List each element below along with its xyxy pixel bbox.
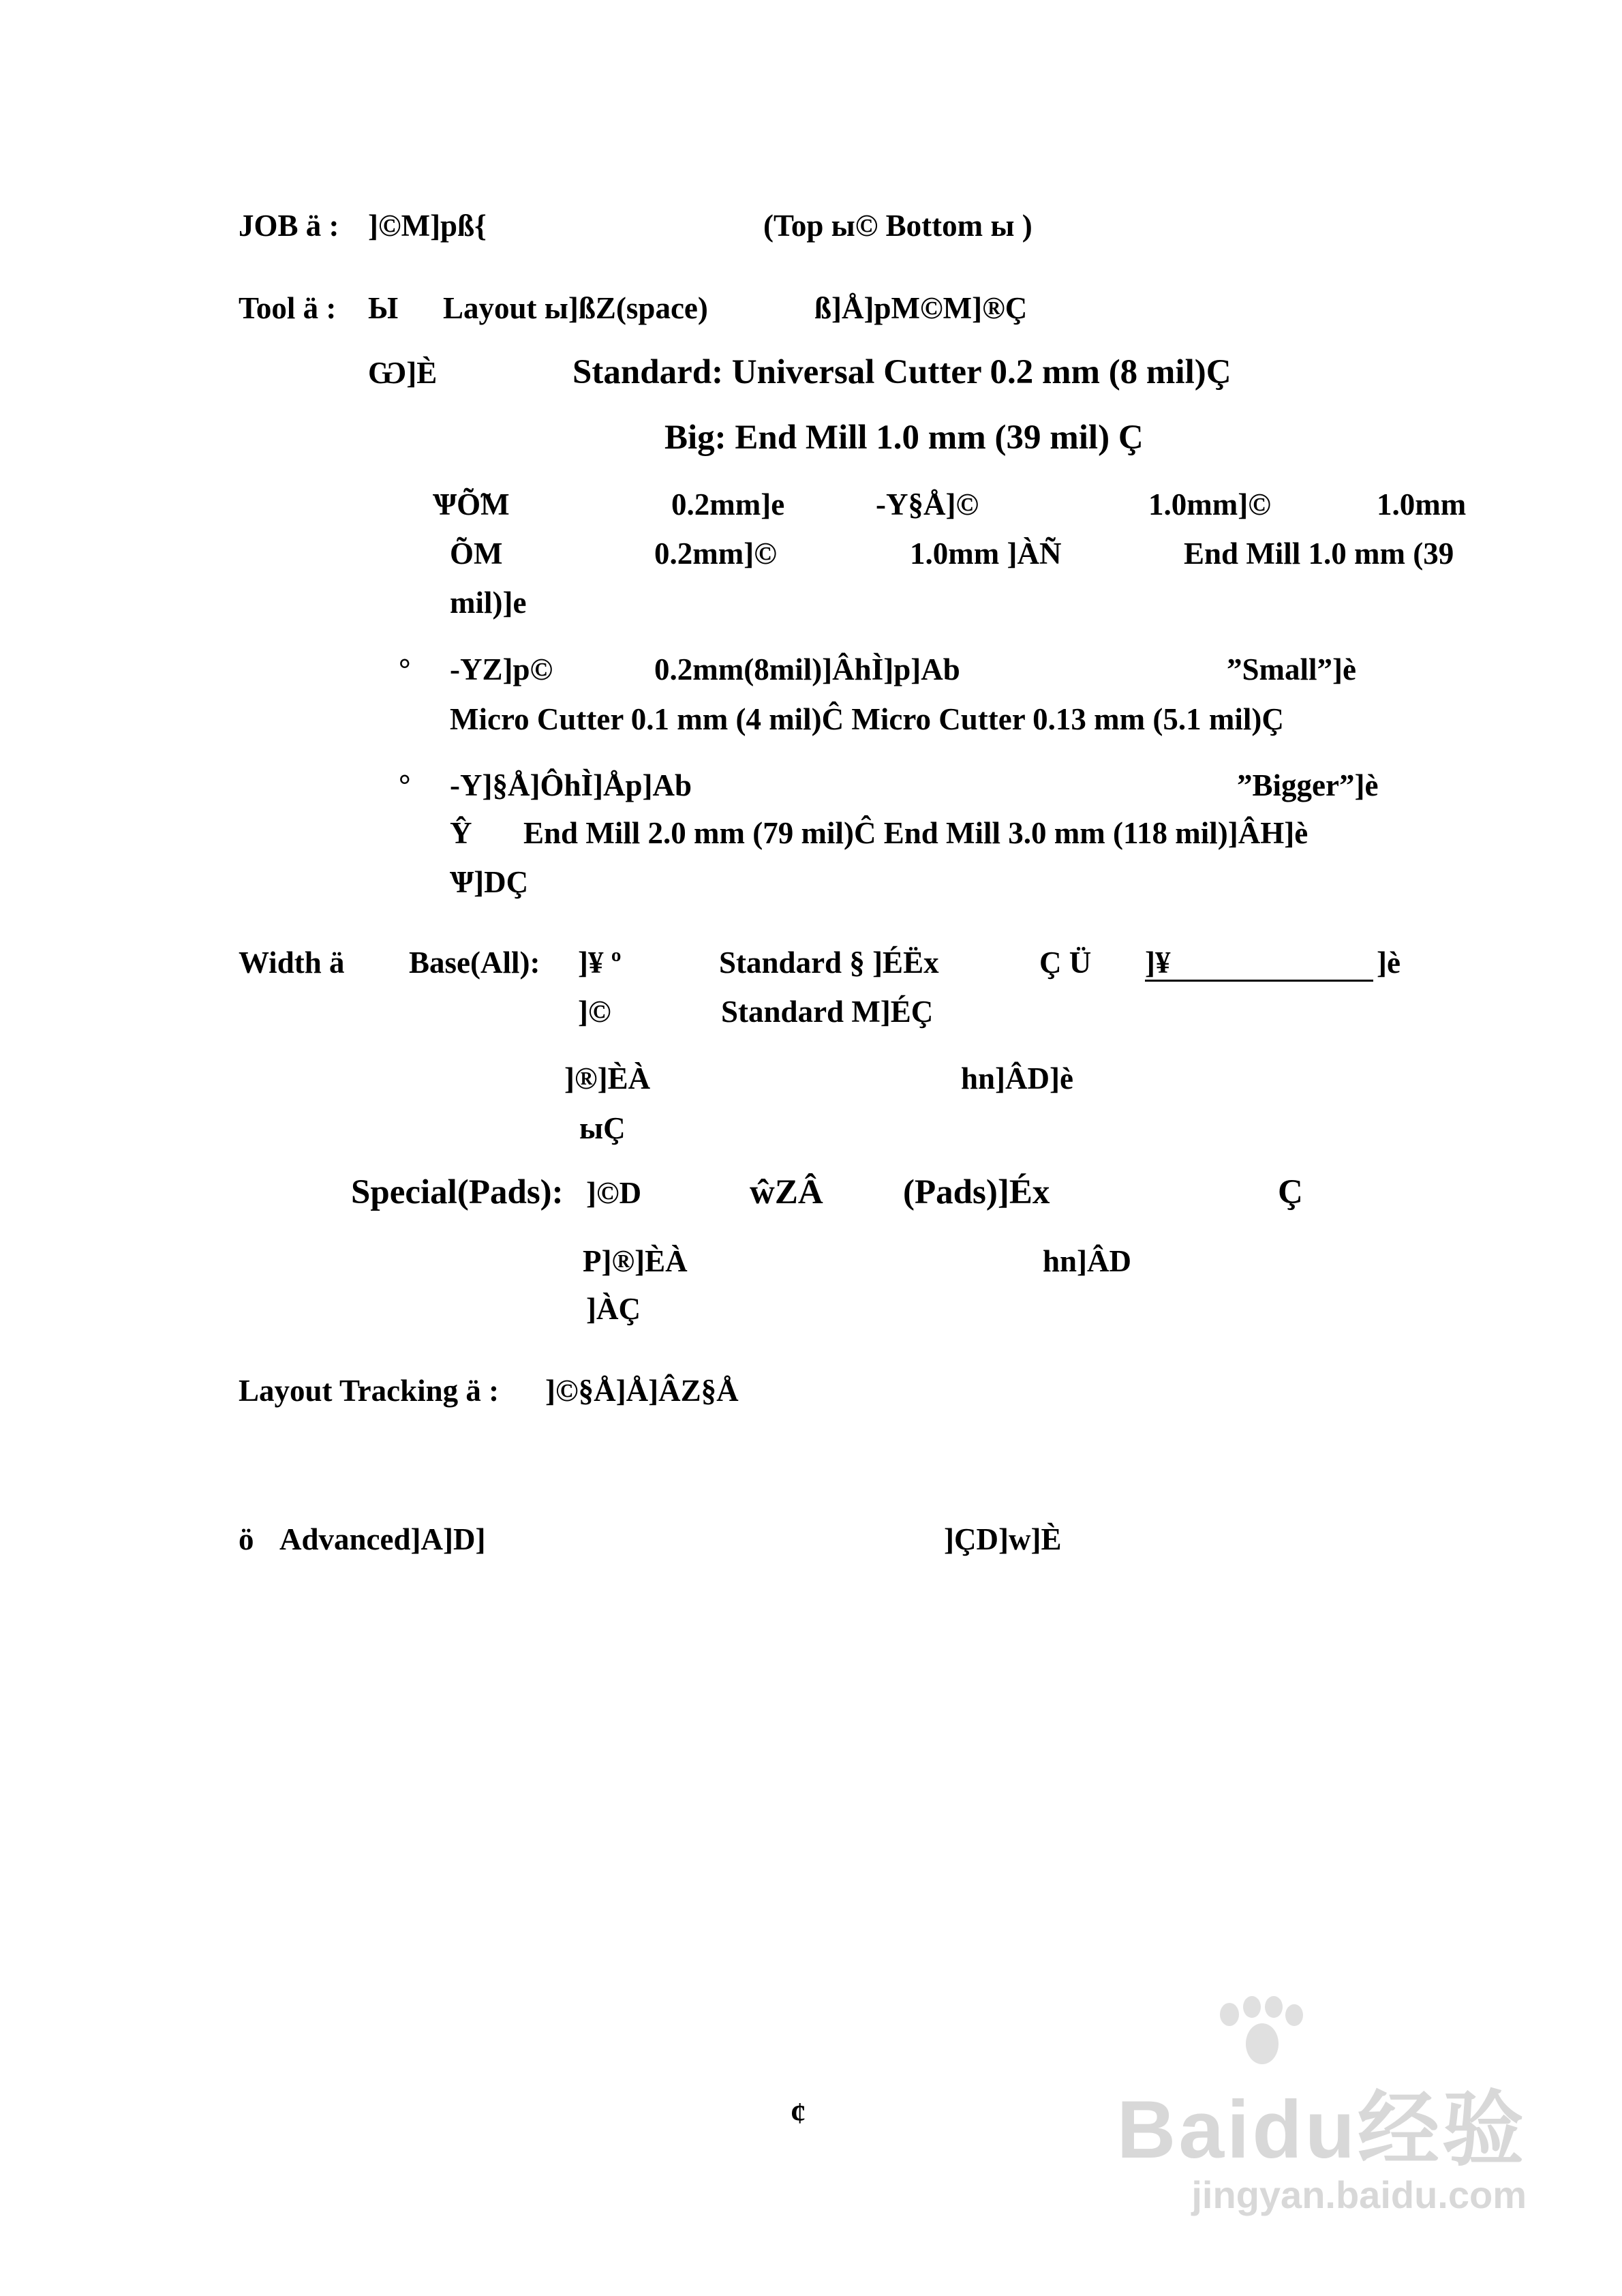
advanced-bullet-icon: ö [239, 1522, 254, 1556]
special-b: ŵZÂ [750, 1173, 823, 1211]
width-std1: Standard § ]ÉËx [719, 946, 939, 980]
width-end1: ]è [1377, 946, 1401, 980]
special-a: ]©D [586, 1176, 642, 1210]
para2-line1-b: 0.2mm(8mil)]ÂhÌ]p]Ab [654, 652, 960, 686]
tracking-value: ]©§Å]Å]ÂZ§Å [545, 1374, 739, 1408]
tool-standard: Standard: Universal Cutter 0.2 mm (8 mil)Ç [572, 353, 1231, 391]
tool-label: Tool ä : [239, 291, 337, 325]
special-pads: (Pads)]Éx [903, 1173, 1050, 1211]
watermark-url: jingyan.baidu.com [1191, 2173, 1527, 2216]
para1-line2-d: End Mill 1.0 mm (39 [1184, 537, 1454, 571]
special-label: Special(Pads): [351, 1173, 564, 1211]
para3-line3: Ѱ]DÇ [450, 865, 529, 899]
special-sub2: hn]ÂD [1043, 1244, 1132, 1278]
para3-line2-a: Ŷ [450, 816, 472, 850]
bullet-icon: ° [399, 768, 411, 802]
tool-types-label: Ѡ]È [368, 356, 438, 390]
baidu-paw-logo [1220, 1996, 1302, 2071]
para1-line1-e: 1.0mm [1377, 487, 1467, 522]
para1-line2-a: ÕM [450, 537, 503, 571]
para3-line1-a: -Y]§Å]ÔhÌ]Åp]Ab [450, 768, 692, 802]
width-sub2: hn]ÂD]è [961, 1061, 1073, 1096]
width-blank-line: ]¥ [1145, 948, 1373, 982]
para1-line2-c: 1.0mm ]ÀÑ [910, 537, 1062, 571]
tool-layout: Layout ы]ßZ(space) [443, 291, 708, 325]
para1-line1-b: 0.2mm]e [671, 487, 785, 522]
page-number: ȼ [791, 2096, 806, 2130]
width-std2: Standard M]ÉÇ [721, 995, 934, 1029]
baidu-watermark [1116, 2084, 1527, 2216]
para2-line1-c: ”Small”]è [1227, 652, 1356, 686]
job-value: ]©M]pß{ [368, 209, 487, 243]
width-base-a: ]¥ º [578, 946, 622, 980]
tracking-label: Layout Tracking ä : [239, 1374, 500, 1408]
width-label: Width ä [239, 946, 345, 980]
width-sub3: ыÇ [579, 1111, 626, 1145]
tool-big: Big: End Mill 1.0 mm (39 mil) Ç [664, 419, 1144, 457]
special-sub1: P]®]ÈÀ [583, 1244, 688, 1278]
special-c: Ç [1278, 1173, 1303, 1211]
para1-line1-d: 1.0mm]© [1148, 487, 1271, 522]
para1-line1-a: ѰÕ̃M [433, 487, 510, 522]
advanced-label: Advanced]A]D] [279, 1522, 486, 1556]
para3-line2-b: End Mill 2.0 mm (79 mil)Ĉ End Mill 3.0 mm (118 mil)]ÂH]è [523, 816, 1309, 850]
width-base-label: Base(All): [409, 946, 540, 980]
job-label: JOB ä : [239, 209, 339, 243]
para2-line2: Micro Cutter 0.1 mm (4 mil)Ĉ Micro Cutter 0.13 mm (5.1 mil)Ç [450, 702, 1284, 736]
tool-desc: ß]Å]pМ©M]®Ç [814, 291, 1028, 325]
para2-line1-a: -YZ]p© [450, 652, 553, 686]
tool-value: Ы [368, 291, 399, 325]
width-c1: Ç Ü [1039, 946, 1092, 980]
para3-line1-b: ”Bigger”]è [1237, 768, 1379, 802]
width-sub1: ]®]ÈÀ [564, 1061, 651, 1096]
watermark-brand: Baidu经验 [1116, 2084, 1527, 2175]
width-base-b: ]© [578, 995, 611, 1029]
special-sub3: ]ÀÇ [586, 1292, 641, 1326]
advanced-note: ]ÇD]w]È [944, 1522, 1062, 1556]
para1-line3: mil)]e [450, 586, 527, 620]
para1-line1-c: -Y§Å]© [876, 487, 979, 522]
job-sides: (Top ы© Bottom ы ) [763, 209, 1032, 243]
bullet-icon: ° [399, 652, 411, 686]
para1-line2-b: 0.2mm]© [654, 537, 777, 571]
